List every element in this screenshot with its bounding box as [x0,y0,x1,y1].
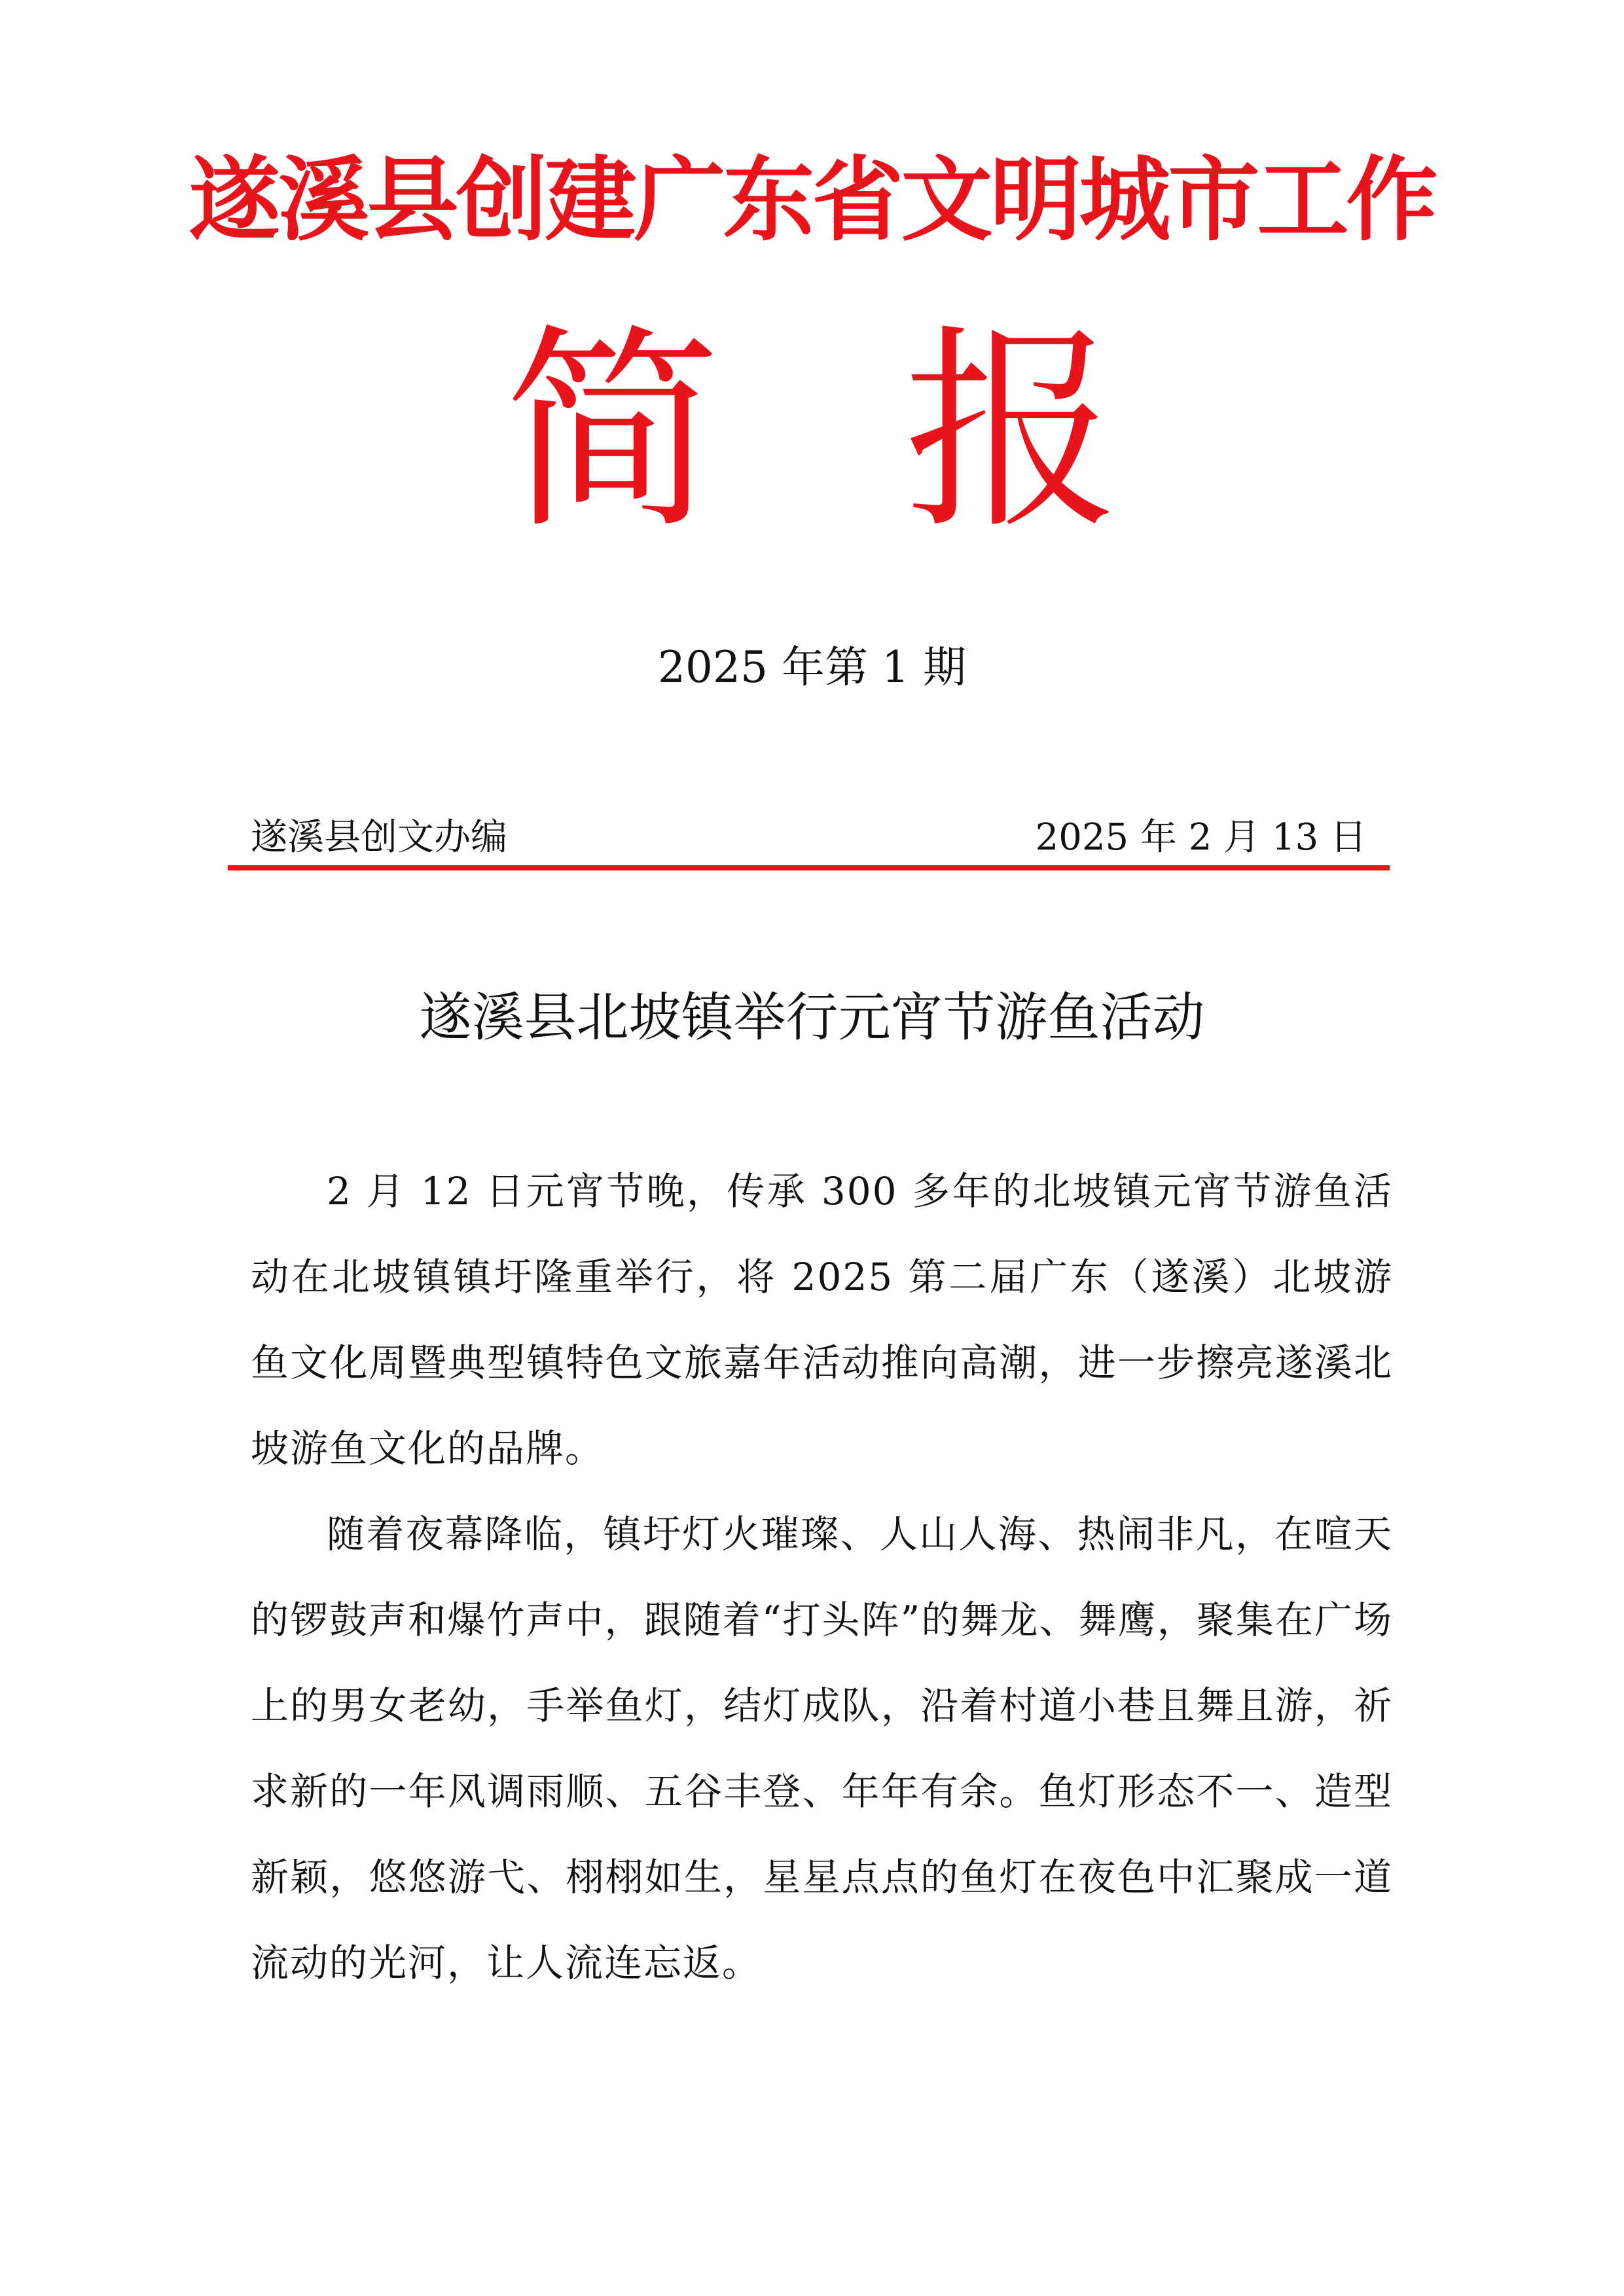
issue-number: 2025 年第 1 期 [658,642,966,692]
article-paragraph: 随着夜幕降临，镇圩灯火璀璨、人山人海、热闹非凡，在喧天的锣鼓声和爆竹声中，跟随着“打头阵”的舞龙、舞鹰，聚集在广场上的男女老幼，手举鱼灯，结灯成队，沿着村道小巷且舞且游，祈求新的一年风调雨顺、五谷丰登、年年有余。鱼灯形态不一、造型新颖，悠悠游弋、栩栩如生，星星点点的鱼灯在夜色中汇聚成一道流动的光河，让人流连忘返。 [251,1512,1393,1985]
issue-date: 2025 年 2 月 13 日 [1035,816,1367,859]
article-title: 遂溪县北坡镇举行元宵节游鱼活动 [419,987,1205,1048]
masthead-title: 简报 [504,306,1303,558]
article-paragraph: 2 月 12 日元宵节晚，传承 300 多年的北坡镇元宵节游鱼活动在北坡镇镇圩隆重举行，将 2025 第二届广东（遂溪）北坡游鱼文化周暨典型镇特色文旅嘉年活动推向高潮，进一步擦亮遂溪北坡游鱼文化的品牌。 [251,1169,1393,1471]
editor-credit: 遂溪县创文办编 [251,816,507,859]
edition-line [251,815,1367,861]
article-body [251,1149,1393,2006]
red-divider [228,865,1390,870]
masthead-organization: 遂溪县创建广东省文明城市工作 [189,147,1435,254]
